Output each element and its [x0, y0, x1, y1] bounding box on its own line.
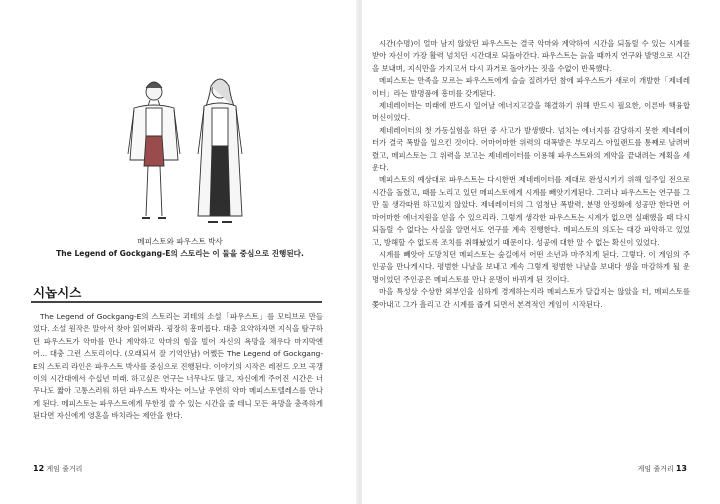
figure-caption-description: The Legend of Gockgang-E의 스토리는 이 둘을 중심으로 진행된다.: [56, 249, 304, 258]
synopsis-paragraph: [33, 311, 323, 423]
page-footer-left: [33, 464, 82, 474]
paragraph: 마을 특성상 수상한 외부인을 심하게 경계하는지라 메피스토가 달갑지는 않았을 터, 메피스토를 쫓아내고 그가 흘리고 간 시계를 줍게 되면서 본격적인 게임이 시작된다.: [372, 287, 690, 309]
paragraph: 메피스토는 만족을 모르는 파우스트에게 슬슬 질려가던 참에 파우스트가 새로이 개발한「제네레이터」라는 발명품에 흥미를 갖게된다.: [372, 76, 690, 98]
page-footer-right: [638, 464, 687, 474]
page-number: 12: [33, 464, 45, 473]
paragraph: 시계를 빼앗아 도망치던 메피스토는 숲길에서 어떤 소년과 마주치게 된다. 그렇다. 이 게임의 주인공을 만나게시다. 평범한 나날을 보내고 계속 그렇게 평범한 나날을 보내다 생을 마감하게 될 운명이었던 주인공은 메피스토를 만나 운명이 바뀌게 된 것이다.: [372, 249, 690, 284]
paragraph: 제네레이터는 미래에 반드시 일어날 에너지고갈을 해결하기 위해 반드시 필요한, 이른바 핵융합머신이었다.: [372, 101, 690, 123]
paragraph: 메피스토의 예상대로 파우스트는 다시한번 제네레이터를 제대로 완성시키기 위해 일주일 전으로 시간을 돌렸고, 때를 노리고 있던 메피스토에게 시계를 빼앗기게된다. 그러나 파우스트는 연구를 그만 둘 생각따윈 하고있지 않았다. 제네레이터의 그 엄청난 폭발력, 분명 안정화에 성공만 한다면 어마어마한 에너지원을 얻을 수 있으리라. 그렇게 생각한 파우스트는 시계가 없으면 실패했을 때 다시 되돌릴 수 없다는 사실을 알면서도 연구를 계속 진행한다. 메피스토의 의도는 대강 파악하고 있었고, 방해할 수 없도록 조치를 취해놨었기 때문이다. 성공에 대한 알 수 없는 확신이 있었다.: [372, 175, 690, 247]
page-number: 13: [675, 464, 687, 473]
section-title: 시놉시스: [33, 285, 82, 300]
mephisto-faust-drawing: [112, 72, 262, 232]
right-page: [362, 0, 720, 504]
left-page: [0, 0, 358, 504]
paragraph: The Legend of Gockgang-E의 스토리는 괴테의 소설「파우스트」를 모티브로 만들었다. 소설 원작은 알아서 찾아 읽어봐라. 굉장히 흥미롭다. 대충 요약하자면 지식을 탐구하던 파우스트가 악마를 만나 계약하고 악마의 힘을 빌어 자신의 욕망을 채우다 마지막엔 어... 대충 그런 스토리이다. (오래되서 잘 기억안남) 어쨌든 The Legend of Gockgang-E의 스토리 라인은 파우스트 박사를 중심으로 진행된다. 이야기의 시작은 레전드 오브 곡갱이의 시간대에서 수십년 미래. 하고싶은 연구는 너무나도 많고, 자신에게 주어진 시간은 너무나도 짧아 고통스러워 하던 파우스트 박사는 어느날 우연히 악마 메피스토텔레스를 만나게 된다. 메피스토는 파우스트에게 무한정 쓸 수 있는 시간을 줄 테니 모든 욕망을 충족하게 된다면 자신에게 영혼을 바치라는 제안을 한다.: [33, 312, 323, 421]
character-illustration: [112, 72, 262, 232]
paragraph: 제네레이터의 첫 가동실험을 하던 중 사고가 발생했다. 넘치는 에너지를 감당하지 못한 제네레이터가 결국 폭발을 일으킨 것이다. 어마어마한 위력의 대폭발은 부모리스 아일랜드를 통째로 날려버렸고, 메피스토는 그 위력을 보고는 제네레이터를 이용해 파우스트와의 계약을 끝내려는 계획을 세운다.: [372, 125, 690, 173]
footer-label: 게임 줄거리: [637, 465, 674, 473]
paragraph: 시간(수명)이 얼마 남지 않았던 파우스트는 결국 악마와 계약하여 시간을 되돌릴 수 있는 시계를 받아 자신이 가장 활력 넘치던 시간대로 되돌아간다. 파우스트는 늙을 때까지 연구와 발명으로 시간을 보내며, 지식만을 가지고서 다시 과거로 돌아가는 짓을 수없이 반복했다.: [372, 39, 690, 73]
figure-caption-title: 메피스토와 파우스트 박사: [137, 237, 223, 246]
footer-label: 게임 줄거리: [46, 465, 83, 473]
story-text: [372, 38, 690, 311]
section-divider: [31, 301, 322, 303]
